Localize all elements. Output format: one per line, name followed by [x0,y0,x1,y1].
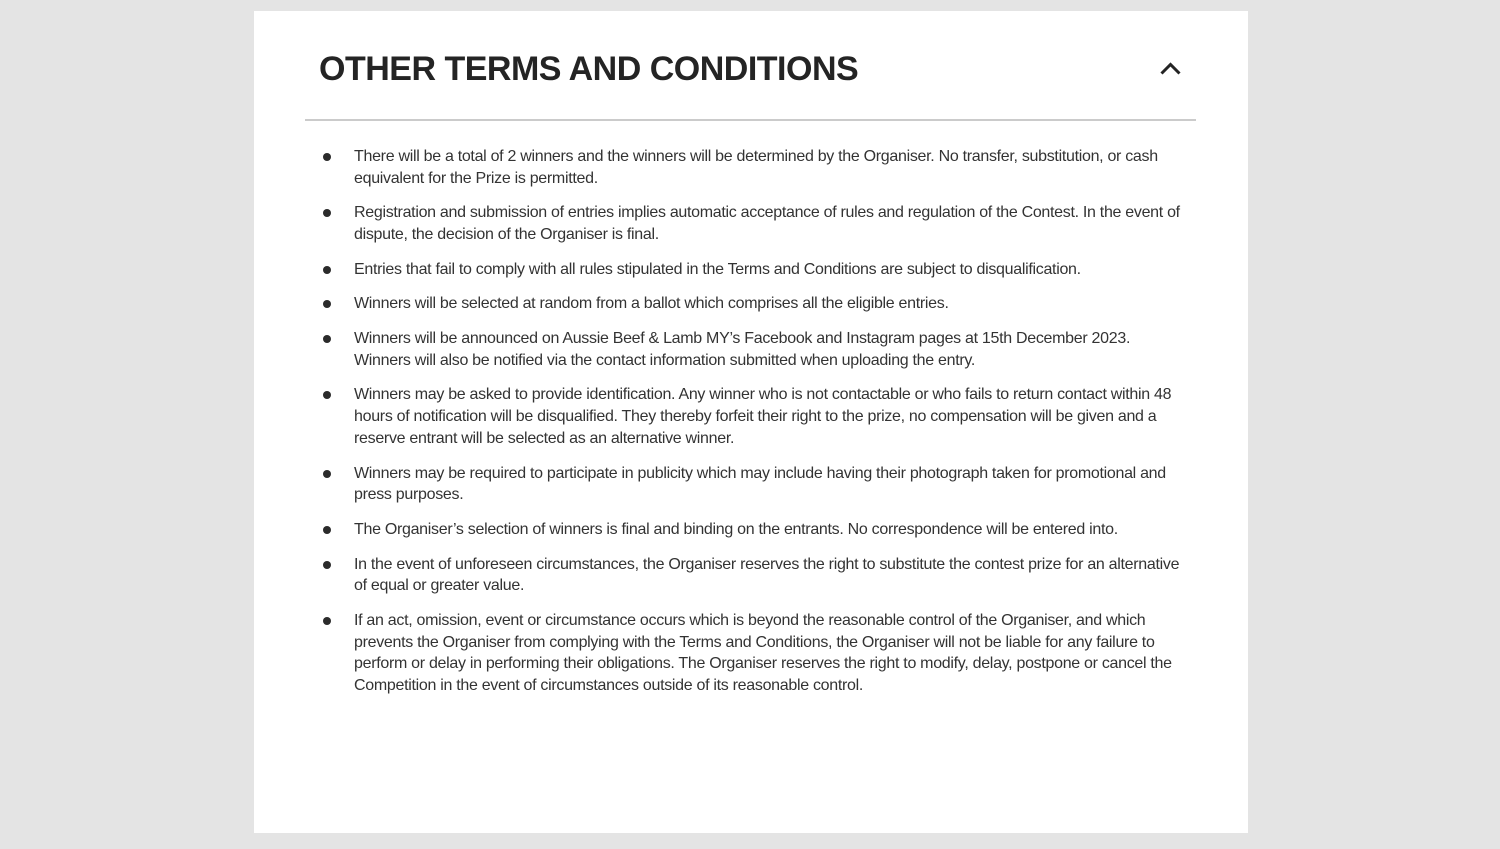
terms-and-conditions-card [254,11,1248,833]
term-text: Winners may be asked to provide identification. Any winner who is not contactable or who fails to return contact within 48 hours of notification will be disqualified. They thereby forfeit their right to the prize, no compensation will be given and a reserve entrant will be selected as an alternative winner. [354,386,1172,447]
term-text: The Organiser’s selection of winners is final and binding on the entrants. No correspondence will be entered into. [354,520,1118,538]
bullet-icon [323,470,331,478]
term-text: Winners will be selected at random from a ballot which comprises all the eligible entries. [354,295,949,313]
term-text: In the event of unforeseen circumstances, the Organiser reserves the right to substitute the contest prize for an alternative of equal or greater value. [354,555,1180,595]
list-item [254,519,1180,541]
section-header [319,49,1186,90]
term-text: If an act, omission, event or circumstance occurs which is beyond the reasonable control of the Organiser, and which prevents the Organiser from complying with the Terms and Conditions, the Organiser will not be liable for any failure to perform or delay in performing their obligations. The Organiser reserves the right to modify, delay, postpone or cancel the Competition in the event of circumstances outside of its reasonable control. [354,612,1172,695]
bullet-icon [323,335,331,343]
list-item [254,328,1180,371]
bullet-icon [323,266,331,274]
bullet-icon [323,561,331,569]
term-text: Winners will be announced on Aussie Beef & Lamb MY’s Facebook and Instagram pages at 15th December 2023. Winners will also be notified via the contact information submitted when uploading the entry. [354,330,1131,369]
term-text: Entries that fail to comply with all rules stipulated in the Terms and Conditions are subject to disqualification. [354,260,1081,278]
terms-list [254,146,1248,697]
section-divider [305,119,1196,121]
bullet-icon [323,526,331,534]
bullet-icon [323,391,331,399]
list-item [254,610,1180,697]
chevron-up-icon [1159,62,1182,76]
collapse-section-button[interactable] [1155,58,1186,80]
list-item [254,384,1180,449]
bullet-icon [323,617,331,625]
list-item [254,293,1180,315]
bullet-icon [323,153,331,161]
list-item [254,259,1180,281]
list-item [254,463,1180,506]
term-text: Winners may be required to participate in publicity which may include having their photograph taken for promotional and press purposes. [354,464,1166,504]
term-text: Registration and submission of entries implies automatic acceptance of rules and regulation of the Contest. In the event of dispute, the decision of the Organiser is final. [354,204,1180,243]
list-item [254,146,1180,189]
bullet-icon [323,209,331,217]
bullet-icon [323,300,331,308]
term-text: There will be a total of 2 winners and the winners will be determined by the Organiser. No transfer, substitution, or cash equivalent for the Prize is permitted. [354,147,1158,187]
list-item [254,554,1180,597]
list-item [254,202,1180,245]
section-title: OTHER TERMS AND CONDITIONS [319,50,859,88]
